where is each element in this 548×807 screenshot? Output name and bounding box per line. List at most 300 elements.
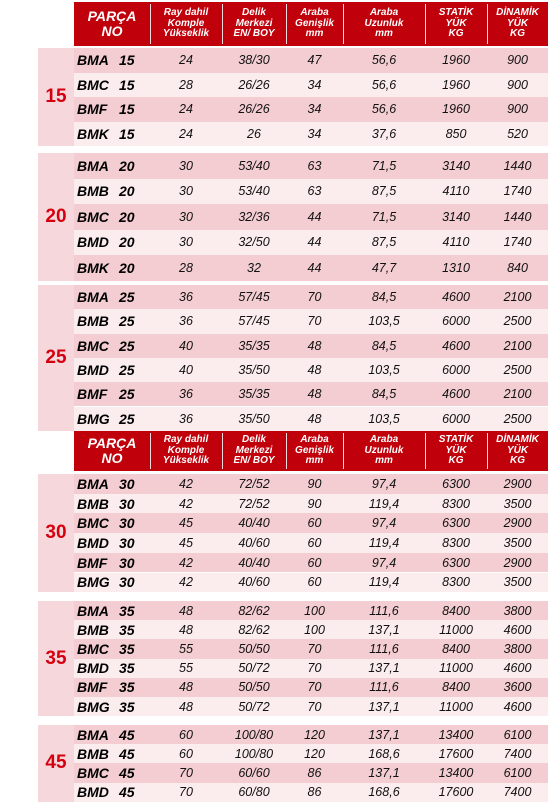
cell-hole-center: 53/40 — [238, 184, 270, 199]
cell-rail-height: 70 — [179, 765, 193, 780]
cell-car-width: 120 — [304, 727, 325, 742]
part-series: BMB — [77, 313, 109, 330]
cell-static-load: 6000 — [442, 314, 470, 329]
header-line: Yükseklik — [162, 455, 210, 467]
header-dynamic-load — [487, 2, 548, 46]
part-size: 20 — [119, 157, 135, 174]
header-divider — [343, 4, 344, 44]
cell-car-width: 44 — [307, 260, 322, 275]
table-header — [74, 2, 548, 46]
cell-rail-height: 60 — [179, 746, 193, 761]
cell-car-width: 70 — [307, 699, 322, 714]
cell-car-width: 100 — [304, 622, 325, 637]
table-row — [74, 48, 548, 73]
cell-rail-height: 42 — [179, 476, 193, 491]
cell-car-width: 63 — [307, 184, 322, 199]
cell-dynamic-load: 6100 — [503, 727, 532, 742]
part-number — [74, 204, 153, 230]
cell-car-length: 56,6 — [371, 53, 397, 68]
cell-hole-center: 40/40 — [238, 555, 270, 570]
part-size: 30 — [119, 475, 135, 492]
cell-car-length: 103,5 — [368, 314, 400, 329]
part-series: BMA — [77, 602, 109, 619]
cell-static-load: 1310 — [442, 260, 470, 275]
table-row — [74, 601, 548, 620]
cell-static-load: 4600 — [442, 290, 470, 305]
header-line: Araba — [300, 7, 329, 19]
cell-dynamic-load: 2100 — [503, 387, 532, 402]
cell-static-load: 3140 — [442, 158, 470, 173]
cell-dynamic-load: 2900 — [503, 555, 532, 570]
header-divider — [222, 433, 223, 469]
part-size: 35 — [119, 679, 135, 696]
header-line: Komple — [167, 17, 205, 29]
part-size: 20 — [119, 234, 135, 251]
part-number — [74, 255, 153, 281]
part-size: 25 — [119, 313, 135, 330]
part-number — [74, 725, 153, 744]
cell-hole-center: 26/26 — [238, 102, 270, 117]
header-divider — [286, 4, 287, 44]
part-size: 20 — [119, 259, 135, 276]
part-number — [74, 601, 153, 620]
header-line: Ray dahil — [163, 434, 209, 446]
part-size: 30 — [119, 515, 135, 532]
table-row — [74, 744, 548, 763]
header-line: Delik — [242, 7, 266, 19]
header-line: Merkezi — [235, 17, 273, 29]
part-series: BMC — [77, 640, 109, 657]
header-line: KG — [510, 28, 525, 40]
cell-car-length: 71,5 — [371, 158, 397, 173]
cell-car-length: 84,5 — [371, 338, 397, 353]
table-row — [74, 407, 548, 431]
cell-static-load: 11000 — [439, 622, 473, 637]
cell-dynamic-load: 2100 — [503, 338, 532, 353]
cell-car-length: 111,6 — [369, 641, 399, 656]
cell-dynamic-load: 840 — [507, 260, 528, 275]
part-number — [74, 513, 153, 533]
cell-rail-height: 36 — [179, 290, 193, 305]
part-series: BMD — [77, 234, 109, 251]
header-line: YÜK — [445, 444, 467, 456]
part-size: 20 — [119, 183, 135, 200]
table-row — [74, 97, 548, 122]
cell-hole-center: 32/50 — [238, 235, 270, 250]
part-number — [74, 763, 153, 782]
cell-dynamic-load: 4600 — [503, 699, 532, 714]
cell-hole-center: 72/52 — [238, 496, 270, 511]
cell-rail-height: 30 — [179, 158, 193, 173]
cell-rail-height: 24 — [179, 102, 193, 117]
cell-hole-center: 82/62 — [238, 622, 270, 637]
cell-rail-height: 48 — [179, 699, 193, 714]
cell-car-width: 86 — [307, 785, 322, 800]
size-group-25 — [38, 285, 548, 431]
cell-rail-height: 40 — [179, 338, 193, 353]
cell-hole-center: 35/50 — [238, 363, 270, 378]
header-line: Genişlik — [295, 444, 334, 456]
cell-rail-height: 24 — [179, 126, 193, 141]
part-size: 25 — [119, 386, 135, 403]
cell-rail-height: 36 — [179, 314, 193, 329]
cell-car-length: 111,6 — [369, 603, 399, 618]
cell-car-length: 97,4 — [371, 555, 397, 570]
cell-dynamic-load: 1440 — [503, 158, 532, 173]
header-line: Uzunluk — [364, 17, 404, 29]
cell-rail-height: 55 — [179, 661, 193, 676]
part-size: 35 — [119, 602, 135, 619]
header-line: mm — [305, 455, 324, 467]
table-row — [74, 179, 548, 205]
table-row — [74, 783, 548, 802]
cell-rail-height: 48 — [179, 680, 193, 695]
cell-rail-height: 28 — [179, 260, 193, 275]
table-row — [74, 285, 548, 309]
cell-hole-center: 57/45 — [238, 314, 270, 329]
part-size: 30 — [119, 495, 135, 512]
part-series: BMD — [77, 362, 109, 379]
header-line: NO — [101, 450, 123, 466]
cell-static-load: 8400 — [442, 641, 470, 656]
cell-rail-height: 42 — [179, 496, 193, 511]
header-line: KG — [448, 28, 464, 40]
cell-car-length: 71,5 — [371, 209, 397, 224]
part-number — [74, 407, 153, 431]
cell-rail-height: 42 — [179, 555, 193, 570]
cell-rail-height: 45 — [179, 535, 193, 550]
header-static-load — [425, 431, 487, 471]
part-series: BMC — [77, 764, 109, 781]
header-line: YÜK — [506, 17, 529, 29]
part-number — [74, 358, 153, 382]
cell-static-load: 4600 — [442, 387, 470, 402]
cell-car-length: 137,1 — [368, 699, 400, 714]
part-size: 15 — [119, 76, 135, 93]
cell-static-load: 8300 — [442, 496, 470, 511]
cell-dynamic-load: 900 — [507, 77, 528, 92]
cell-car-length: 56,6 — [371, 77, 397, 92]
size-group-45 — [38, 725, 548, 802]
part-series: BMA — [77, 52, 109, 69]
header-dynamic-load — [487, 431, 548, 471]
part-size: 35 — [119, 640, 135, 657]
cell-dynamic-load: 7400 — [503, 746, 532, 761]
cell-dynamic-load: 3500 — [503, 496, 532, 511]
part-number — [74, 744, 153, 763]
table-row — [74, 659, 548, 678]
part-size: 35 — [119, 660, 135, 677]
cell-car-width: 60 — [307, 535, 322, 550]
part-number — [74, 783, 153, 802]
cell-hole-center: 50/72 — [238, 661, 270, 676]
cell-car-width: 70 — [307, 290, 322, 305]
table-row — [74, 725, 548, 744]
table-row — [74, 513, 548, 533]
cell-car-length: 47,7 — [371, 260, 397, 275]
header-line: Araba — [300, 434, 329, 446]
cell-hole-center: 60/60 — [238, 765, 270, 780]
part-series: BMA — [77, 289, 109, 306]
cell-car-length: 87,5 — [371, 235, 397, 250]
cell-car-width: 120 — [304, 746, 325, 761]
cell-dynamic-load: 1740 — [503, 184, 532, 199]
part-number — [74, 639, 153, 658]
header-divider — [487, 433, 488, 469]
cell-rail-height: 30 — [179, 184, 193, 199]
cell-rail-height: 70 — [179, 785, 193, 800]
cell-rail-height: 36 — [179, 387, 193, 402]
header-line: Uzunluk — [364, 444, 404, 456]
part-number — [74, 153, 153, 179]
cell-dynamic-load: 3800 — [503, 603, 532, 618]
cell-car-width: 70 — [307, 680, 322, 695]
cell-car-length: 87,5 — [371, 184, 397, 199]
cell-car-length: 84,5 — [371, 290, 397, 305]
header-divider — [487, 4, 488, 44]
table-row — [74, 533, 548, 553]
header-line: EN/ BOY — [233, 455, 275, 467]
header-static-load — [425, 2, 487, 46]
cell-dynamic-load: 3500 — [503, 575, 532, 590]
table-row — [74, 553, 548, 573]
part-series: BMF — [77, 679, 108, 696]
table-row — [74, 122, 548, 147]
cell-hole-center: 53/40 — [238, 158, 270, 173]
header-hole-center — [222, 2, 286, 46]
part-series: BMF — [77, 386, 108, 403]
cell-static-load: 8300 — [442, 535, 470, 550]
cell-car-length: 168,6 — [368, 746, 400, 761]
cell-rail-height: 28 — [179, 77, 193, 92]
cell-car-width: 100 — [304, 603, 325, 618]
cell-car-width: 90 — [307, 476, 322, 491]
cell-car-length: 103,5 — [368, 411, 400, 426]
part-number — [74, 285, 153, 309]
header-line: DİNAMİK — [496, 7, 539, 19]
size-label: 25 — [45, 346, 67, 368]
cell-rail-height: 30 — [179, 235, 193, 250]
cell-car-width: 86 — [307, 765, 322, 780]
cell-car-width: 47 — [307, 53, 322, 68]
header-line: STATİK — [438, 434, 474, 446]
part-series: BMB — [77, 495, 109, 512]
header-divider — [286, 433, 287, 469]
cell-dynamic-load: 4600 — [503, 661, 532, 676]
table-row — [74, 230, 548, 256]
cell-dynamic-load: 2500 — [503, 314, 532, 329]
size-label: 20 — [45, 205, 67, 227]
part-size: 45 — [119, 745, 135, 762]
cell-static-load: 1960 — [442, 102, 470, 117]
cell-car-length: 103,5 — [368, 363, 400, 378]
cell-car-width: 60 — [307, 575, 322, 590]
cell-car-width: 48 — [307, 411, 322, 426]
table-row — [74, 204, 548, 230]
part-series: BMB — [77, 621, 109, 638]
part-number — [74, 382, 153, 406]
header-line: Genişlik — [295, 17, 334, 29]
cell-dynamic-load: 900 — [507, 53, 528, 68]
header-line: PARÇA — [87, 8, 137, 25]
cell-dynamic-load: 2500 — [503, 411, 532, 426]
part-number — [74, 97, 153, 122]
header-line: KG — [448, 455, 464, 467]
part-size: 30 — [119, 554, 135, 571]
header-divider — [222, 4, 223, 44]
cell-dynamic-load: 7400 — [503, 785, 532, 800]
part-series: BMC — [77, 208, 109, 225]
header-rail-height — [150, 2, 222, 46]
part-size: 30 — [119, 534, 135, 551]
header-divider — [425, 4, 426, 44]
cell-dynamic-load: 4600 — [503, 622, 532, 637]
part-number — [74, 230, 153, 256]
cell-car-length: 119,4 — [368, 575, 400, 590]
cell-static-load: 1960 — [442, 77, 470, 92]
cell-rail-height: 30 — [179, 209, 193, 224]
part-number — [74, 309, 153, 333]
part-series: BMA — [77, 475, 109, 492]
part-size: 45 — [119, 764, 135, 781]
cell-car-width: 60 — [307, 555, 322, 570]
cell-hole-center: 35/50 — [238, 411, 270, 426]
table-row — [74, 474, 548, 494]
cell-static-load: 6300 — [442, 476, 470, 491]
table-row — [74, 494, 548, 514]
cell-car-width: 63 — [307, 158, 322, 173]
table-row — [74, 358, 548, 382]
cell-dynamic-load: 3800 — [503, 641, 532, 656]
header-line: EN/ BOY — [233, 28, 275, 40]
header-line: DİNAMİK — [496, 434, 539, 446]
cell-car-length: 37,6 — [371, 126, 397, 141]
cell-car-width: 48 — [307, 363, 322, 378]
cell-static-load: 11000 — [439, 699, 473, 714]
cell-static-load: 13400 — [438, 765, 474, 780]
header-car-width — [286, 431, 343, 471]
table-row — [74, 73, 548, 98]
header-line: PARÇA — [87, 435, 137, 452]
cell-car-width: 44 — [307, 235, 322, 250]
header-car-width — [286, 2, 343, 46]
cell-dynamic-load: 900 — [507, 102, 528, 117]
part-number — [74, 179, 153, 205]
part-series: BMK — [77, 259, 109, 276]
cell-car-width: 48 — [307, 338, 322, 353]
cell-car-length: 137,1 — [368, 661, 400, 676]
cell-dynamic-load: 2100 — [503, 290, 532, 305]
cell-dynamic-load: 2500 — [503, 363, 532, 378]
cell-static-load: 3140 — [442, 209, 470, 224]
cell-dynamic-load: 520 — [507, 126, 528, 141]
cell-static-load: 6300 — [442, 555, 470, 570]
header-line: mm — [375, 455, 393, 467]
cell-car-length: 119,4 — [368, 535, 400, 550]
cell-hole-center: 60/80 — [238, 785, 270, 800]
header-line: Komple — [167, 444, 205, 456]
size-group-30 — [38, 474, 548, 592]
cell-car-length: 56,6 — [371, 102, 397, 117]
header-line: NO — [101, 23, 123, 39]
header-line: Yükseklik — [162, 28, 210, 40]
header-line: Ray dahil — [163, 7, 209, 19]
header-part-no — [74, 431, 150, 471]
cell-dynamic-load: 1440 — [503, 209, 532, 224]
cell-rail-height: 42 — [179, 575, 193, 590]
cell-car-width: 34 — [307, 126, 322, 141]
size-group-35 — [38, 601, 548, 716]
cell-hole-center: 40/60 — [238, 535, 270, 550]
header-divider — [150, 4, 151, 44]
cell-hole-center: 82/62 — [238, 603, 270, 618]
cell-static-load: 11000 — [439, 661, 473, 676]
cell-hole-center: 32 — [247, 260, 261, 275]
part-series: BMK — [77, 125, 109, 142]
header-line: mm — [305, 28, 324, 40]
part-series: BMD — [77, 784, 109, 801]
cell-hole-center: 26 — [247, 126, 261, 141]
table-row — [74, 573, 548, 593]
table-row — [74, 678, 548, 697]
cell-hole-center: 100/80 — [234, 746, 274, 761]
table-row — [74, 697, 548, 716]
part-size: 20 — [119, 208, 135, 225]
part-series: BMB — [77, 183, 109, 200]
part-size: 15 — [119, 101, 135, 118]
header-divider — [150, 433, 151, 469]
cell-rail-height: 60 — [179, 727, 193, 742]
cell-static-load: 8400 — [442, 680, 470, 695]
cell-rail-height: 55 — [179, 641, 193, 656]
cell-rail-height: 24 — [179, 53, 193, 68]
header-rail-height — [150, 431, 222, 471]
part-size: 15 — [119, 125, 135, 142]
cell-static-load: 13400 — [438, 727, 474, 742]
header-line: KG — [510, 455, 525, 467]
cell-car-width: 44 — [307, 209, 322, 224]
part-series: BMC — [77, 76, 109, 93]
part-series: BMF — [77, 554, 108, 571]
cell-hole-center: 50/50 — [238, 680, 270, 695]
cell-car-width: 70 — [307, 314, 322, 329]
size-group-15 — [38, 48, 548, 146]
cell-static-load: 8300 — [442, 575, 470, 590]
cell-hole-center: 38/30 — [238, 53, 270, 68]
table-row — [74, 309, 548, 333]
table-row — [74, 255, 548, 281]
table-header — [74, 431, 548, 471]
size-label: 15 — [45, 86, 67, 107]
cell-car-width: 48 — [307, 387, 322, 402]
part-size: 35 — [119, 698, 135, 715]
header-part-no — [74, 2, 150, 46]
cell-static-load: 1960 — [442, 53, 470, 68]
part-series: BMA — [77, 157, 109, 174]
part-series: BMF — [77, 101, 108, 118]
cell-hole-center: 40/60 — [238, 575, 270, 590]
table-row — [74, 763, 548, 782]
part-size: 25 — [119, 289, 135, 306]
part-series: BMA — [77, 726, 109, 743]
cell-hole-center: 72/52 — [238, 476, 270, 491]
cell-hole-center: 35/35 — [238, 387, 270, 402]
part-size: 30 — [119, 574, 135, 591]
cell-hole-center: 35/35 — [238, 338, 270, 353]
part-size: 25 — [119, 410, 135, 427]
cell-hole-center: 100/80 — [234, 727, 274, 742]
cell-car-length: 84,5 — [371, 387, 397, 402]
